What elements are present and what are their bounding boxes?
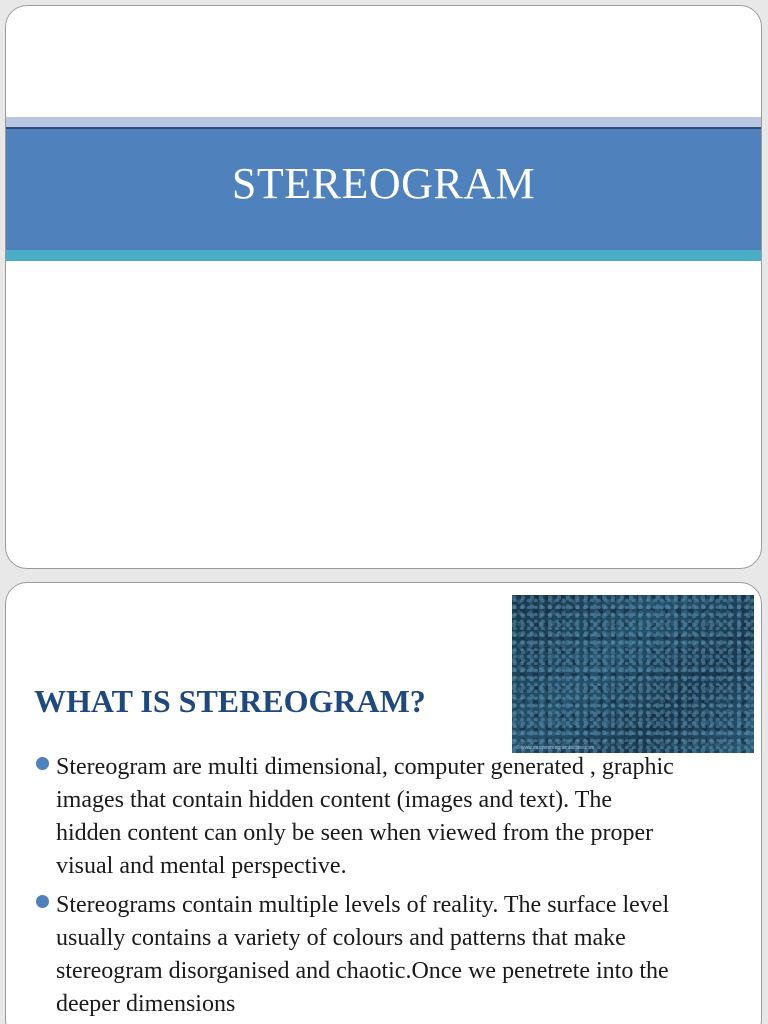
- banner-accent-top: [6, 117, 761, 127]
- slide-title-slide: [5, 5, 762, 569]
- bullet-text: Stereogram are multi dimensional, computer generated , graphic images that contain hidden content (images and text). The hidden content can only be seen when viewed from the proper visual and mental perspective.: [56, 754, 674, 879]
- title-banner: [6, 129, 761, 250]
- bullet-list: [34, 751, 674, 1024]
- bullet-icon: [36, 757, 49, 770]
- banner-accent-bottom: [6, 250, 761, 261]
- image-caption: © www.easystereogrambuilder.com: [516, 745, 595, 751]
- slide-content-slide: [5, 582, 762, 1024]
- list-item: [34, 889, 674, 1021]
- section-heading: WHAT IS STEREOGRAM?: [34, 683, 426, 719]
- list-item: [34, 751, 674, 883]
- bullet-text: Stereograms contain multiple levels of reality. The surface level usually contains a variety of colours and patterns that make stereogram disorganised and chaotic.Once we penetrete into the deeper dimensions: [56, 892, 670, 1017]
- slide-title: STEREOGRAM: [231, 159, 536, 208]
- stereogram-image: [512, 595, 754, 753]
- bullet-icon: [36, 895, 49, 908]
